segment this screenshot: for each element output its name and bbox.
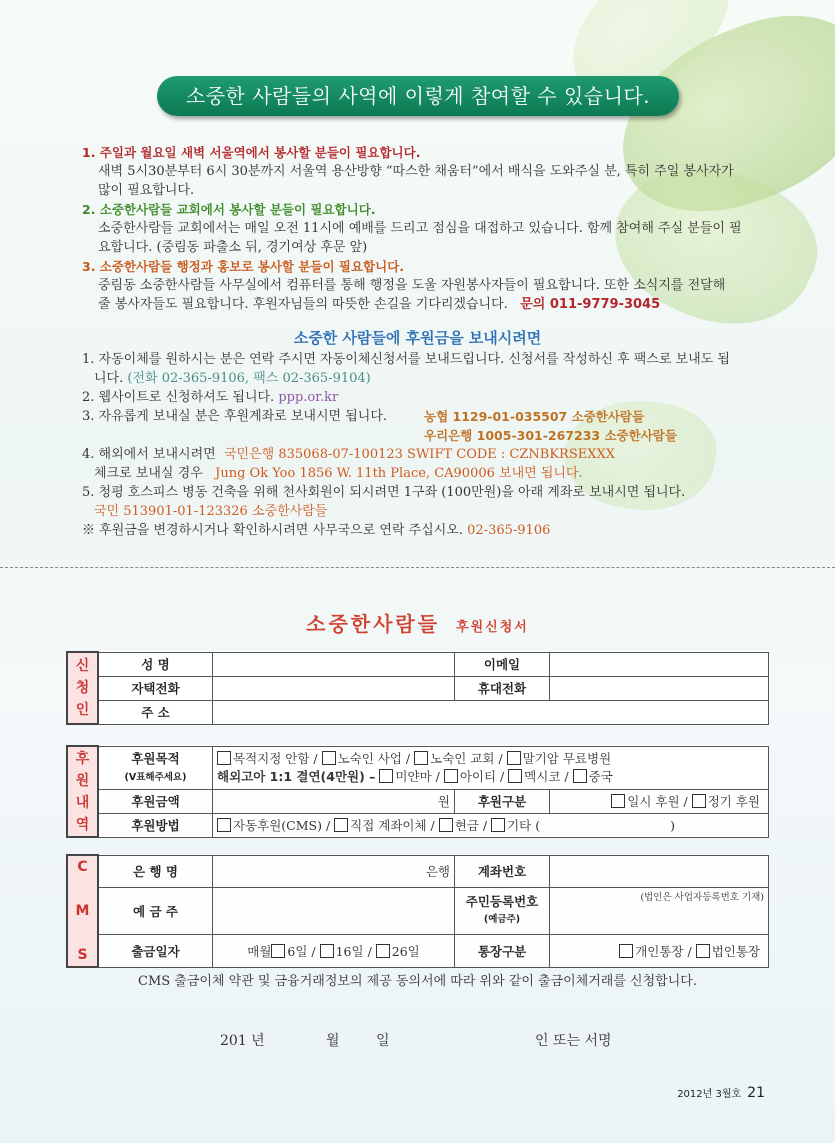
date-options: 매월 6일 / 16일 / 26일 xyxy=(213,935,455,967)
address-label: 주 소 xyxy=(98,700,213,724)
checkbox[interactable] xyxy=(376,944,390,958)
checkbox[interactable] xyxy=(217,751,231,765)
month-field[interactable]: 월 xyxy=(326,1033,340,1049)
acct-type-options: 개인통장 / 법인통장 xyxy=(550,935,769,967)
donate-list xyxy=(82,350,782,540)
checkbox[interactable] xyxy=(322,751,336,765)
cms-table xyxy=(66,854,769,968)
hospice-account: 국민 513901-01-123326 소중한사람들 xyxy=(94,504,328,519)
holder-label: 예 금 주 xyxy=(98,887,213,934)
list-item: 4. 해외에서 보내시려면 xyxy=(82,447,216,462)
signature-field[interactable]: 인 또는 서명 xyxy=(535,1033,612,1049)
applicant-side-label: 신 청 인 xyxy=(67,652,98,724)
page-banner: 소중한 사람들의 사역에 이렇게 참여할 수 있습니다. xyxy=(157,76,679,116)
year-field[interactable]: 201 년 xyxy=(220,1033,265,1049)
need-title: 1. 주일과 월요일 새벽 서울역에서 봉사할 분들이 필요합니다. xyxy=(82,145,421,160)
list-item: 체크로 보내실 경우 xyxy=(94,466,203,481)
checkbox[interactable] xyxy=(611,794,625,808)
method-options: 자동후원(CMS) / 직접 계좌이체 / 현금 / 기타 ( ) xyxy=(213,813,769,837)
list-item: 5. 청평 호스피스 병동 건축을 위해 천사회원이 되시려면 1구좌 (100만원)을 아래 계좌로 보내시면 됩니다. xyxy=(82,485,686,500)
overseas-account: 국민은행 835068-07-100123 SWIFT CODE : CZNBKRSEXXX xyxy=(223,447,616,462)
mobile-field[interactable] xyxy=(550,676,769,700)
holder-field[interactable] xyxy=(213,887,455,934)
list-item: ※ 후원금을 변경하시거나 확인하시려면 사무국으로 연락 주십시오. xyxy=(82,523,463,538)
checkbox[interactable] xyxy=(320,944,334,958)
bank-field[interactable]: 은행 xyxy=(213,855,455,887)
purpose-label: 후원목적 (V표해주세요) xyxy=(98,746,213,789)
check-address: Jung Ok Yoo 1856 W. 11th Place, CA90006 보내면 됩니다. xyxy=(215,466,583,481)
checkbox[interactable] xyxy=(217,818,231,832)
day-field[interactable]: 일 xyxy=(376,1033,390,1049)
need-title: 2. 소중한사람들 교회에서 봉사할 분들이 필요합니다. xyxy=(82,202,376,217)
email-label: 이메일 xyxy=(455,652,550,676)
page-number: 21 xyxy=(747,1085,765,1101)
checkbox[interactable] xyxy=(439,818,453,832)
need-title: 3. 소중한사람들 행정과 홍보로 봉사할 분들이 필요합니다. xyxy=(82,259,405,274)
checkbox[interactable] xyxy=(696,944,710,958)
cut-line xyxy=(0,567,835,568)
amount-label: 후원금액 xyxy=(98,789,213,813)
donate-title: 소중한 사람들에 후원금을 보내시려면 xyxy=(293,329,542,347)
list-item: 니다. xyxy=(94,371,124,386)
office-phone: 02-365-9106 xyxy=(467,523,551,538)
checkbox[interactable] xyxy=(491,818,505,832)
acct-type-label: 통장구분 xyxy=(455,935,550,967)
need-3 xyxy=(82,257,782,314)
bank-account: 우리은행 1005-301-267233 소중한사람들 xyxy=(424,428,677,443)
address-field[interactable] xyxy=(213,700,769,724)
email-field[interactable] xyxy=(550,652,769,676)
type-label: 후원구분 xyxy=(455,789,550,813)
applicant-table xyxy=(66,651,769,725)
bank-account: 농협 1129-01-035507 소중한사람들 xyxy=(424,409,645,424)
need-body: 요합니다. (중림동 파출소 뒤, 경기여상 후문 앞) xyxy=(98,240,368,255)
checkbox[interactable] xyxy=(271,944,285,958)
type-options: 일시 후원 / 정기 후원 xyxy=(550,789,769,813)
contact-phone: 문의 011-9779-3045 xyxy=(520,297,661,312)
need-body: 새벽 5시30분부터 6시 30분까지 서울역 용산방향 “따스한 채움터”에서 배식을 도와주실 분, 특히 주일 봉사자가 xyxy=(98,164,734,179)
cms-side-label: C M S xyxy=(67,855,98,967)
method-label: 후원방법 xyxy=(98,813,213,837)
consent-text: CMS 출금이체 약관 및 금융거래정보의 제공 동의서에 따라 위와 같이 출금이체거래를 신청합니다. xyxy=(138,974,697,989)
purpose-options: 목적지정 안함 / 노숙인 사업 / 노숙인 교회 / 말기암 무료병원 해외고아 1:1 결연(4만원) – 미얀마 / 아이티 / 멕시코 / 중국 xyxy=(213,746,769,789)
phone-fax: (전화 02-365-9106, 팩스 02-365-9104) xyxy=(127,371,371,386)
need-1 xyxy=(82,143,782,200)
checkbox[interactable] xyxy=(692,794,706,808)
need-body: 많이 필요합니다. xyxy=(98,183,195,198)
form-title-sub: 후원신청서 xyxy=(456,620,529,635)
corp-note: (법인은 사업자등록번호 기재) xyxy=(640,891,764,903)
checkbox[interactable] xyxy=(334,818,348,832)
need-2 xyxy=(82,200,782,257)
donation-side-label: 후 원 내 역 xyxy=(67,746,98,837)
account-label: 계좌번호 xyxy=(455,855,550,887)
list-item: 3. 자유롭게 보내실 분은 후원계좌로 보내시면 됩니다. xyxy=(82,409,388,424)
need-body: 줄 봉사자들도 필요합니다. 후원자님들의 따뜻한 손길을 기다리겠습니다. xyxy=(98,297,508,312)
checkbox[interactable] xyxy=(619,944,633,958)
account-field[interactable] xyxy=(550,855,769,887)
checkbox[interactable] xyxy=(507,751,521,765)
home-phone-label: 자택전화 xyxy=(98,676,213,700)
donation-table xyxy=(66,745,769,838)
checkbox[interactable] xyxy=(573,769,587,783)
date-label: 출금일자 xyxy=(98,935,213,967)
name-field[interactable] xyxy=(213,652,455,676)
mobile-label: 휴대전화 xyxy=(455,676,550,700)
bank-label: 은 행 명 xyxy=(98,855,213,887)
reg-no-field[interactable] xyxy=(550,887,769,934)
amount-field[interactable]: 원 xyxy=(213,789,455,813)
need-body: 중림동 소중한사람들 사무실에서 컴퓨터를 통해 행정을 도울 자원봉사자들이 필요합니다. 또한 소식지를 전달해 xyxy=(98,278,726,293)
home-phone-field[interactable] xyxy=(213,676,455,700)
list-item: 2. 웹사이트로 신청하셔도 됩니다. xyxy=(82,390,275,405)
issue-label: 2012년 3월호 xyxy=(677,1089,742,1100)
checkbox[interactable] xyxy=(444,769,458,783)
checkbox[interactable] xyxy=(414,751,428,765)
website-link[interactable]: ppp.or.kr xyxy=(278,390,339,405)
checkbox[interactable] xyxy=(508,769,522,783)
form-title-main: 소중한사람들 xyxy=(306,612,441,636)
need-body: 소중한사람들 교회에서는 매일 오전 11시에 예배를 드리고 점심을 대접하고 있습니다. 함께 참여해 주실 분들이 필 xyxy=(98,221,742,236)
form-title xyxy=(0,608,835,637)
reg-no-label: 주민등록번호 (예금주) xyxy=(455,887,550,934)
checkbox[interactable] xyxy=(379,769,393,783)
list-item: 1. 자동이체를 원하시는 분은 연락 주시면 자동이체신청서를 보내드립니다. 신청서를 작성하신 후 팩스로 보내도 됩 xyxy=(82,352,730,367)
page-footer xyxy=(677,1085,765,1101)
name-label: 성 명 xyxy=(98,652,213,676)
